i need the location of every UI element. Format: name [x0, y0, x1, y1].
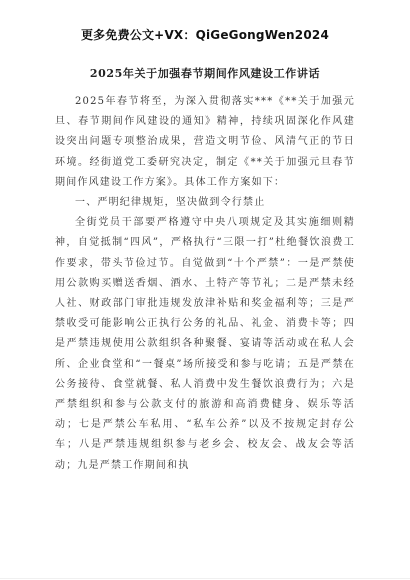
intro-paragraph: 2025年春节将至，为深入贯彻落实***《**关于加强元旦、春节期间作风建设的通知》精神，持续巩固深化作风建设突出问题专项整治成果，营造文明节俭、风清气正的节日环境。经街道党工委研究决定，制定《**关于加强元旦春节期间作风建设工作方案》。具体工作方案如下：	[55, 96, 355, 188]
section-paragraph: 全街党员干部要严格遵守中央八项规定及其实施细则精神，自觉抵制“四风”，严格执行“三限一打”杜绝餐饮浪费工作要求，带头节俭过节。自觉做到“十个严禁”：一是严禁使用公款购买赠送香烟、酒水、土特产等节礼；二是严禁未经人社、财政部门审批违规发放津补贴和奖金福利等；三是严禁收受可能影响公正执行公务的礼品、礼金、消费卡等；四是严禁违规使用公款组织各种聚餐、宴请等活动或在私人会所、企业食堂和“一餐桌”场所接受和参与吃请；五是严禁在公务接待、食堂就餐、私人消费中发生餐饮浪费行为；六是严禁组织和参与公款支付的旅游和高消费健身、娱乐等活动；七是严禁公车私用、“私车公养”以及不按规定封存公车；八是严禁违规组织参与老乡会、校友会、战友会等活动；九是严禁工作期间和执	[55, 217, 355, 471]
promo-header: 更多免费公文+VX：QiGeGongWen2024	[80, 28, 329, 42]
document-body	[55, 92, 355, 476]
section-heading: 一、严明纪律规矩，坚决做到令行禁止	[75, 197, 266, 209]
document-title: 2025年关于加强春节期间作风建设工作讲话	[89, 67, 321, 80]
page-divider	[0, 578, 410, 579]
